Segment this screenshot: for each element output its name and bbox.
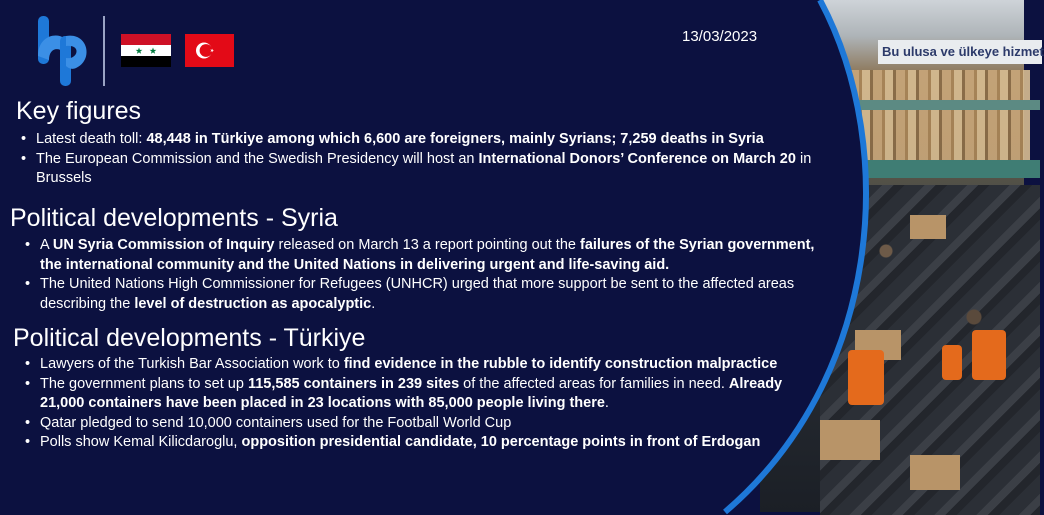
turkiye-flag-icon — [185, 34, 234, 67]
report-date: 13/03/2023 — [682, 28, 758, 45]
logo-divider — [103, 16, 105, 86]
list-item: • A UN Syria Commission of Inquiry released on March 13 a report pointing out the failures of the Syrian government, the international community and the United Nations in delivering urgent and life-saving aid. — [20, 236, 830, 275]
list-item: • The government plans to set up 115,585 containers in 239 sites of the affected areas for families in need. Already 21,000 containers have been placed in 23 locations with 85,000 people living there. — [20, 375, 810, 414]
turkiye-list — [20, 355, 810, 453]
list-item: • Lawyers of the Turkish Bar Association work to find evidence in the rubble to identify construction malpractice — [20, 355, 810, 375]
list-item: • Qatar pledged to send 10,000 containers used for the Football World Cup — [20, 414, 810, 434]
list-item: • Polls show Kemal Kilicdaroglu, opposition presidential candidate, 10 percentage points in front of Erdogan — [20, 433, 810, 453]
lp-logo-icon — [36, 16, 92, 86]
photo-banner: Bu ulusa ve ülkeye hizmet — [878, 40, 1042, 64]
section-heading-syria: Political developments - Syria — [10, 204, 338, 232]
list-item: • The European Commission and the Swedish Presidency will host an International Donors’ Conference on March 20 in Brussels — [16, 150, 836, 189]
syria-list — [20, 236, 830, 314]
list-item: • The United Nations High Commissioner for Refugees (UNHCR) urged that more support be sent to the affected areas describing the level of destruction as apocalyptic. — [20, 275, 830, 314]
section-heading-turkiye: Political developments - Türkiye — [13, 324, 366, 352]
list-item: • Latest death toll: 48,448 in Türkiye among which 6,600 are foreigners, mainly Syrians; 7,259 deaths in Syria — [16, 130, 836, 150]
key-figures-list — [16, 130, 836, 189]
section-heading-key-figures: Key figures — [16, 97, 142, 125]
syria-flag-icon — [121, 34, 171, 67]
